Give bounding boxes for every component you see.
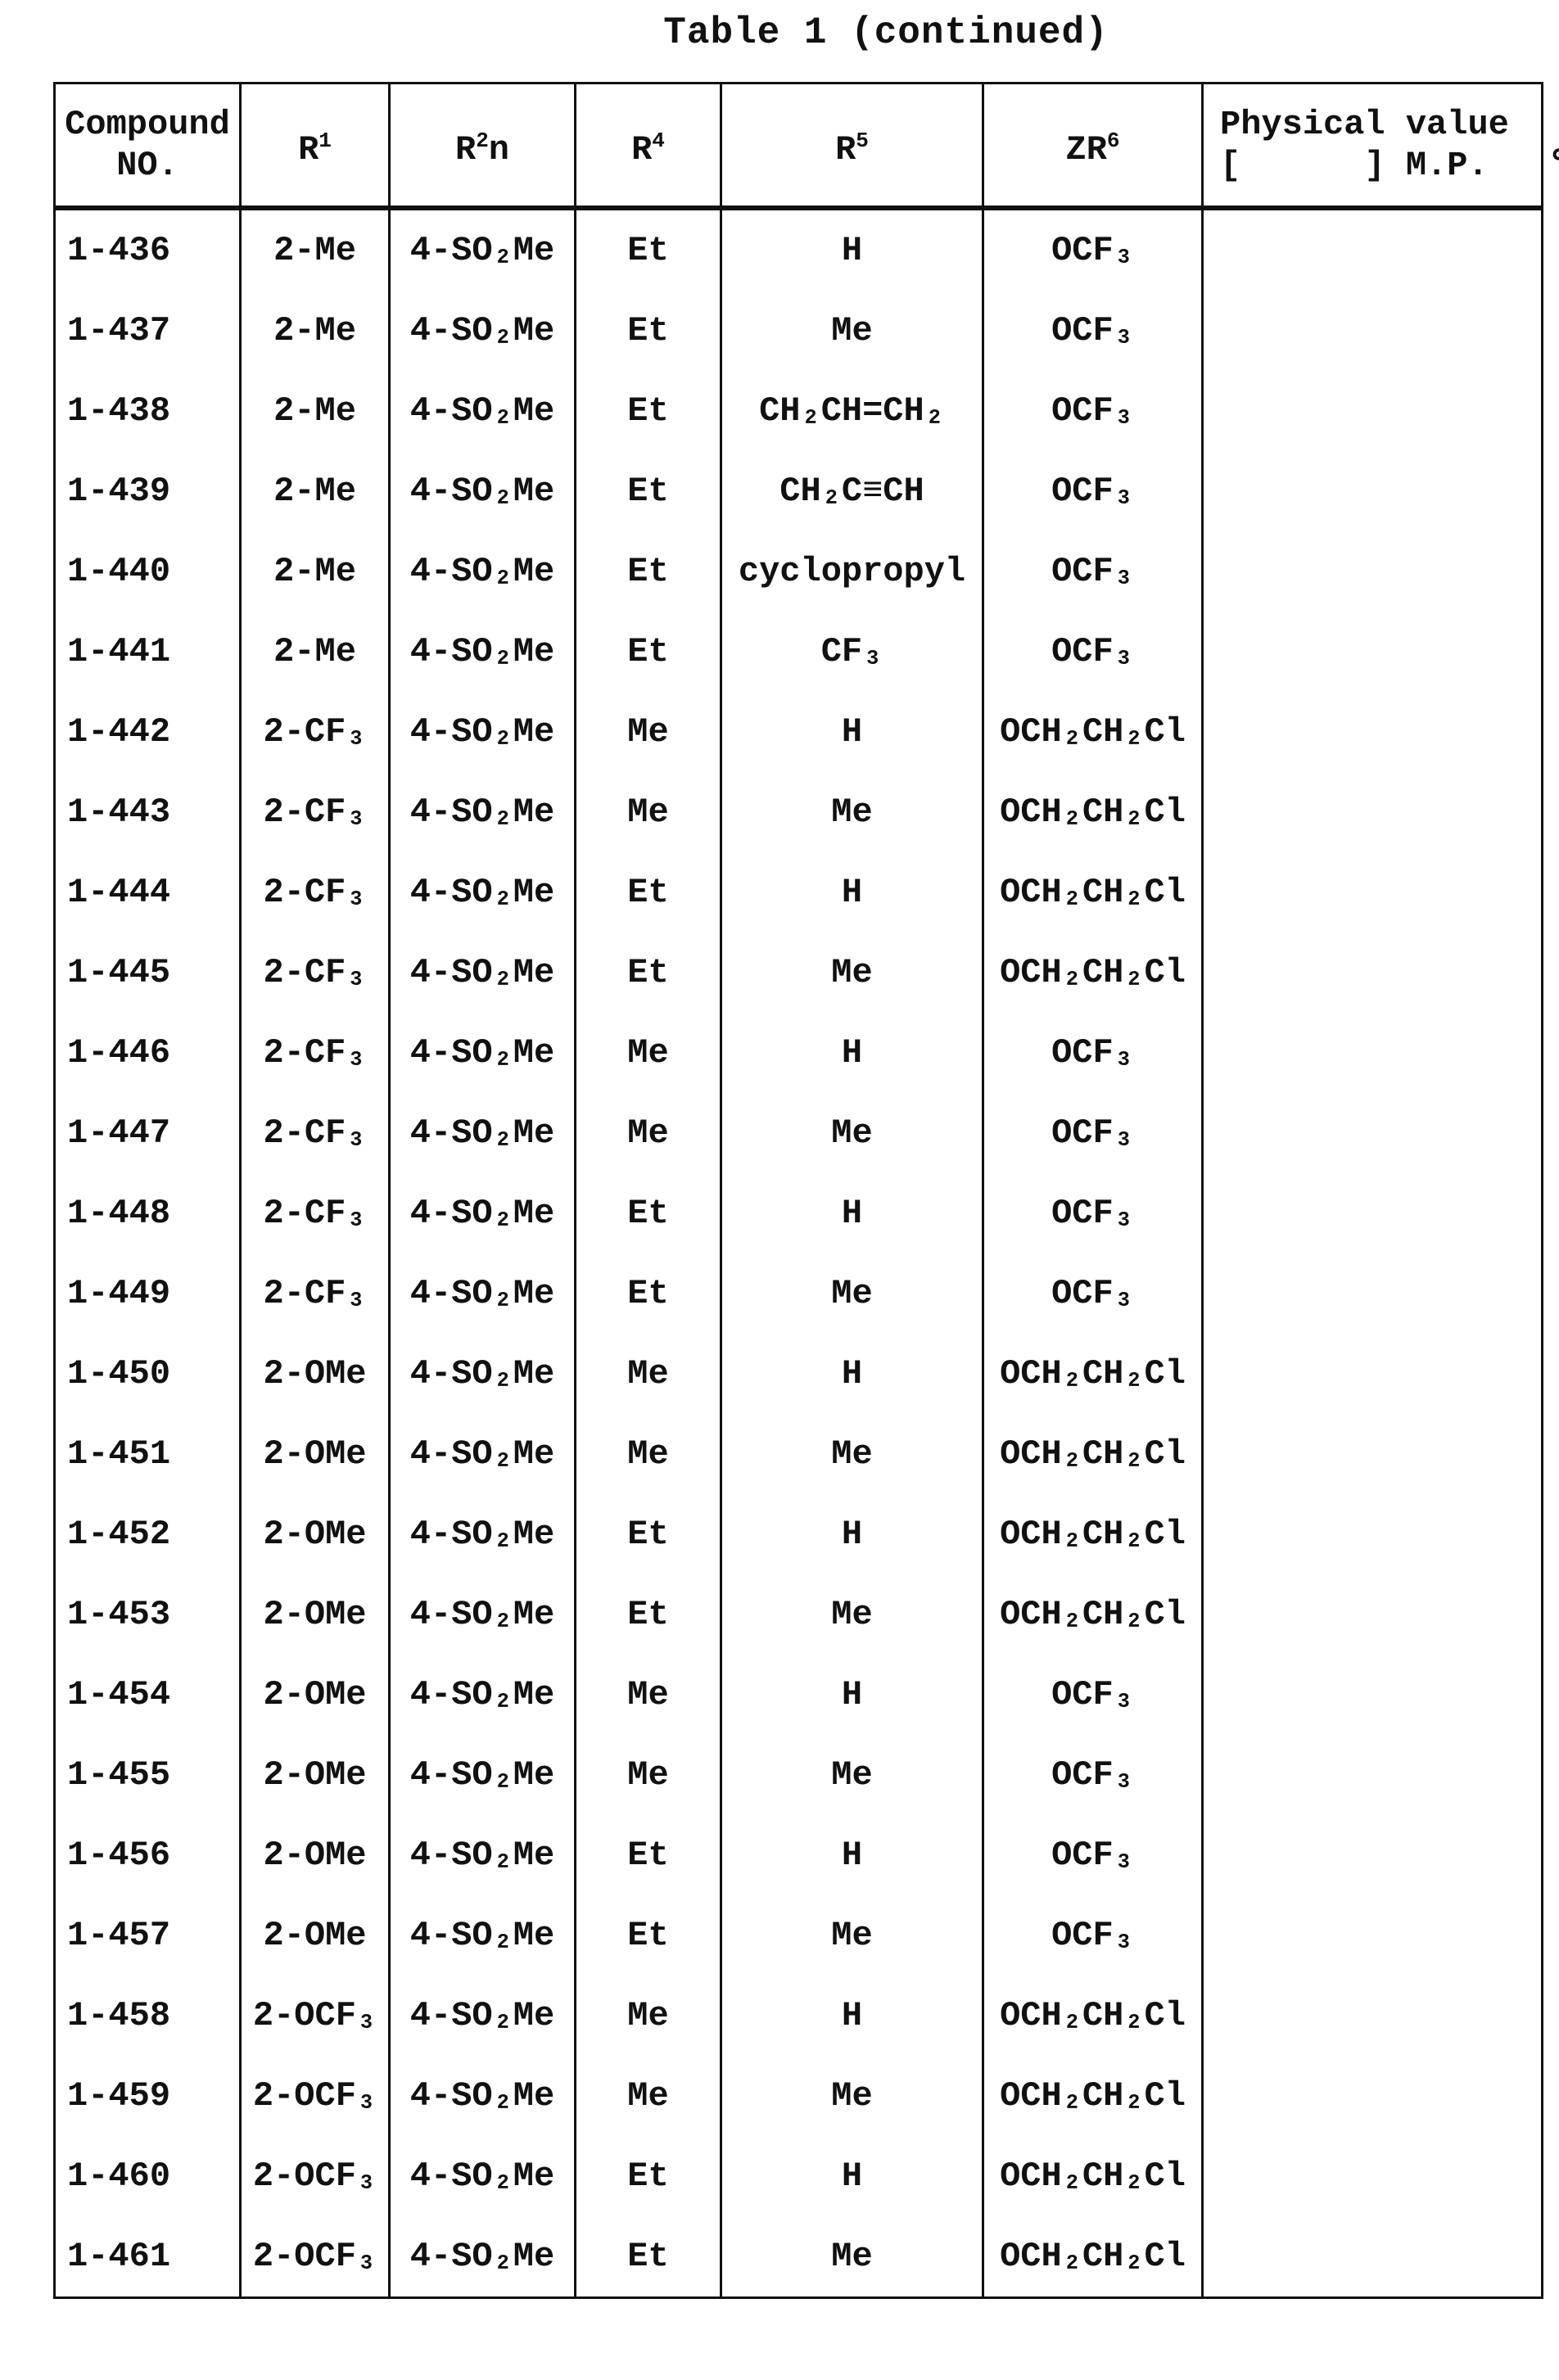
cell-r1: 2-CF₃ [241, 1013, 390, 1093]
cell-physical-value [1203, 2216, 1543, 2298]
cell-zr6: OCF₃ [983, 1253, 1203, 1334]
cell-physical-value [1203, 208, 1543, 291]
cell-compound-no: 1-436 [55, 208, 241, 291]
cell-r1: 2-CF₃ [241, 1253, 390, 1334]
cell-r5: H [721, 208, 983, 291]
table-body [55, 208, 1543, 2298]
cell-r1: 2-OCF₃ [241, 1976, 390, 2056]
cell-compound-no: 1-455 [55, 1735, 241, 1815]
cell-r1: 2-Me [241, 371, 390, 451]
cell-r5: CF₃ [721, 612, 983, 692]
table-row [55, 1895, 1543, 1976]
cell-r5: H [721, 1173, 983, 1253]
cell-r4: Me [576, 1414, 721, 1494]
cell-physical-value [1203, 291, 1543, 371]
cell-r2n: 4-SO₂Me [390, 2136, 576, 2216]
cell-r2n: 4-SO₂Me [390, 1253, 576, 1334]
table-row [55, 451, 1543, 531]
cell-zr6: OCH₂CH₂Cl [983, 1574, 1203, 1655]
cell-r4: Et [576, 2136, 721, 2216]
cell-compound-no: 1-457 [55, 1895, 241, 1976]
cell-r5: Me [721, 2216, 983, 2298]
table-row [55, 1414, 1543, 1494]
cell-r1: 2-OMe [241, 1494, 390, 1574]
cell-r2n: 4-SO₂Me [390, 1093, 576, 1173]
cell-r1: 2-OMe [241, 1414, 390, 1494]
cell-physical-value [1203, 1655, 1543, 1735]
cell-r1: 2-OMe [241, 1815, 390, 1895]
header-zr6 [983, 84, 1203, 209]
cell-r4: Et [576, 852, 721, 933]
table-row [55, 1093, 1543, 1173]
header-r2n [390, 84, 576, 209]
table-row [55, 852, 1543, 933]
cell-r4: Me [576, 692, 721, 772]
cell-r4: Et [576, 1574, 721, 1655]
cell-r4: Et [576, 933, 721, 1013]
table-row [55, 1013, 1543, 1093]
cell-r4: Et [576, 451, 721, 531]
cell-physical-value [1203, 1976, 1543, 2056]
cell-r4: Et [576, 612, 721, 692]
cell-r4: Me [576, 1013, 721, 1093]
cell-r5: Me [721, 1414, 983, 1494]
table-row [55, 692, 1543, 772]
cell-r4: Me [576, 1334, 721, 1414]
header-text: Physical value [1220, 105, 1509, 144]
header-physical-value [1203, 84, 1543, 209]
cell-r5: H [721, 2136, 983, 2216]
cell-r2n: 4-SO₂Me [390, 2056, 576, 2136]
cell-zr6: OCH₂CH₂Cl [983, 2136, 1203, 2216]
cell-physical-value [1203, 1414, 1543, 1494]
cell-compound-no: 1-448 [55, 1173, 241, 1253]
cell-physical-value [1203, 612, 1543, 692]
cell-r2n: 4-SO₂Me [390, 612, 576, 692]
cell-r1: 2-OMe [241, 1655, 390, 1735]
cell-zr6: OCH₂CH₂Cl [983, 1976, 1203, 2056]
cell-r2n: 4-SO₂Me [390, 1735, 576, 1815]
cell-physical-value [1203, 1574, 1543, 1655]
cell-r2n: 4-SO₂Me [390, 531, 576, 612]
header-r1 [241, 84, 390, 209]
table-title: Table 1 (continued) [0, 11, 1559, 54]
cell-compound-no: 1-438 [55, 371, 241, 451]
cell-r2n: 4-SO₂Me [390, 1655, 576, 1735]
table-row [55, 291, 1543, 371]
table-row [55, 772, 1543, 852]
cell-zr6: OCF₃ [983, 208, 1203, 291]
cell-r4: Et [576, 371, 721, 451]
header-sup: 2 [476, 129, 489, 153]
cell-r1: 2-OMe [241, 1895, 390, 1976]
cell-compound-no: 1-442 [55, 692, 241, 772]
cell-compound-no: 1-461 [55, 2216, 241, 2298]
cell-r1: 2-OCF₃ [241, 2216, 390, 2298]
header-text: NO. [116, 146, 178, 185]
cell-physical-value [1203, 1494, 1543, 1574]
cell-r5: H [721, 692, 983, 772]
table-row [55, 531, 1543, 612]
table-row [55, 2136, 1543, 2216]
cell-r1: 2-OMe [241, 1574, 390, 1655]
cell-r2n: 4-SO₂Me [390, 692, 576, 772]
cell-r5: cyclopropyl [721, 531, 983, 612]
cell-r5: Me [721, 2056, 983, 2136]
table-row [55, 1815, 1543, 1895]
cell-r5: Me [721, 1735, 983, 1815]
cell-compound-no: 1-456 [55, 1815, 241, 1895]
cell-physical-value [1203, 1334, 1543, 1414]
cell-r2n: 4-SO₂Me [390, 1815, 576, 1895]
header-text: Compound [65, 105, 230, 144]
cell-physical-value [1203, 1093, 1543, 1173]
cell-physical-value [1203, 2136, 1543, 2216]
cell-r5: H [721, 1815, 983, 1895]
cell-compound-no: 1-453 [55, 1574, 241, 1655]
cell-r1: 2-Me [241, 612, 390, 692]
cell-physical-value [1203, 1253, 1543, 1334]
header-text: R [835, 130, 856, 169]
table-row [55, 933, 1543, 1013]
cell-r2n: 4-SO₂Me [390, 1334, 576, 1414]
cell-zr6: OCF₃ [983, 531, 1203, 612]
cell-compound-no: 1-459 [55, 2056, 241, 2136]
header-text: R [455, 130, 476, 169]
cell-r2n: 4-SO₂Me [390, 371, 576, 451]
table-row [55, 1655, 1543, 1735]
cell-zr6: OCH₂CH₂Cl [983, 772, 1203, 852]
cell-r1: 2-Me [241, 208, 390, 291]
cell-r2n: 4-SO₂Me [390, 1574, 576, 1655]
cell-r4: Me [576, 2056, 721, 2136]
cell-compound-no: 1-444 [55, 852, 241, 933]
cell-r1: 2-Me [241, 451, 390, 531]
cell-r5: Me [721, 1574, 983, 1655]
table-row [55, 1735, 1543, 1815]
table-row [55, 2056, 1543, 2136]
table-row [55, 2216, 1543, 2298]
cell-compound-no: 1-441 [55, 612, 241, 692]
cell-compound-no: 1-437 [55, 291, 241, 371]
cell-r4: Et [576, 1253, 721, 1334]
cell-r1: 2-OMe [241, 1735, 390, 1815]
cell-compound-no: 1-443 [55, 772, 241, 852]
cell-compound-no: 1-451 [55, 1414, 241, 1494]
table-row [55, 612, 1543, 692]
cell-zr6: OCF₃ [983, 291, 1203, 371]
cell-compound-no: 1-439 [55, 451, 241, 531]
cell-r1: 2-CF₃ [241, 933, 390, 1013]
cell-r5: Me [721, 291, 983, 371]
cell-zr6: OCF₃ [983, 1173, 1203, 1253]
cell-r2n: 4-SO₂Me [390, 1013, 576, 1093]
cell-r1: 2-CF₃ [241, 1173, 390, 1253]
header-sup: 6 [1107, 129, 1120, 153]
cell-r2n: 4-SO₂Me [390, 1414, 576, 1494]
compound-table [53, 82, 1543, 2299]
table-row [55, 371, 1543, 451]
cell-r2n: 4-SO₂Me [390, 772, 576, 852]
cell-zr6: OCF₃ [983, 371, 1203, 451]
cell-r4: Et [576, 1815, 721, 1895]
header-text: [ ] M.P. ℃ [1220, 146, 1559, 185]
cell-r1: 2-OCF₃ [241, 2056, 390, 2136]
cell-zr6: OCF₃ [983, 1655, 1203, 1735]
cell-zr6: OCH₂CH₂Cl [983, 1414, 1203, 1494]
cell-r4: Et [576, 208, 721, 291]
cell-zr6: OCF₃ [983, 451, 1203, 531]
cell-physical-value [1203, 1735, 1543, 1815]
cell-r5: H [721, 1655, 983, 1735]
cell-r5: H [721, 1976, 983, 2056]
table-row [55, 1173, 1543, 1253]
cell-r1: 2-CF₃ [241, 1093, 390, 1173]
cell-physical-value [1203, 772, 1543, 852]
cell-r1: 2-OCF₃ [241, 2136, 390, 2216]
header-r4 [576, 84, 721, 209]
header-text: R [631, 130, 652, 169]
cell-zr6: OCH₂CH₂Cl [983, 1334, 1203, 1414]
cell-zr6: OCF₃ [983, 1093, 1203, 1173]
cell-r4: Et [576, 2216, 721, 2298]
cell-r5: Me [721, 933, 983, 1013]
cell-physical-value [1203, 933, 1543, 1013]
cell-zr6: OCH₂CH₂Cl [983, 1494, 1203, 1574]
cell-r1: 2-CF₃ [241, 692, 390, 772]
cell-r2n: 4-SO₂Me [390, 1173, 576, 1253]
cell-r4: Et [576, 291, 721, 371]
cell-r5: H [721, 1494, 983, 1574]
cell-r1: 2-Me [241, 531, 390, 612]
cell-physical-value [1203, 1173, 1543, 1253]
table-row [55, 1253, 1543, 1334]
header-r5 [721, 84, 983, 209]
cell-zr6: OCH₂CH₂Cl [983, 2216, 1203, 2298]
cell-compound-no: 1-458 [55, 1976, 241, 2056]
cell-zr6: OCH₂CH₂Cl [983, 852, 1203, 933]
cell-r2n: 4-SO₂Me [390, 208, 576, 291]
cell-physical-value [1203, 852, 1543, 933]
header-compound-no [55, 84, 241, 209]
cell-zr6: OCF₃ [983, 612, 1203, 692]
cell-r2n: 4-SO₂Me [390, 1976, 576, 2056]
cell-r4: Et [576, 1173, 721, 1253]
cell-r5: H [721, 1334, 983, 1414]
cell-zr6: OCH₂CH₂Cl [983, 933, 1203, 1013]
cell-r4: Me [576, 772, 721, 852]
table-row [55, 1574, 1543, 1655]
cell-r4: Me [576, 1735, 721, 1815]
cell-r1: 2-CF₃ [241, 772, 390, 852]
cell-r2n: 4-SO₂Me [390, 933, 576, 1013]
cell-physical-value [1203, 1895, 1543, 1976]
cell-r5: CH₂C≡CH [721, 451, 983, 531]
cell-r1: 2-CF₃ [241, 852, 390, 933]
cell-compound-no: 1-454 [55, 1655, 241, 1735]
cell-r5: CH₂CH=CH₂ [721, 371, 983, 451]
cell-r1: 2-Me [241, 291, 390, 371]
cell-zr6: OCH₂CH₂Cl [983, 692, 1203, 772]
cell-compound-no: 1-449 [55, 1253, 241, 1334]
cell-zr6: OCF₃ [983, 1815, 1203, 1895]
table-row [55, 208, 1543, 291]
cell-r2n: 4-SO₂Me [390, 852, 576, 933]
cell-r5: Me [721, 772, 983, 852]
cell-physical-value [1203, 371, 1543, 451]
cell-compound-no: 1-440 [55, 531, 241, 612]
cell-r4: Me [576, 1976, 721, 2056]
cell-r4: Et [576, 1895, 721, 1976]
cell-r2n: 4-SO₂Me [390, 2216, 576, 2298]
cell-compound-no: 1-452 [55, 1494, 241, 1574]
cell-r4: Me [576, 1093, 721, 1173]
cell-compound-no: 1-445 [55, 933, 241, 1013]
cell-compound-no: 1-450 [55, 1334, 241, 1414]
header-text: n [489, 130, 509, 169]
cell-r2n: 4-SO₂Me [390, 451, 576, 531]
header-text: R [298, 130, 319, 169]
cell-compound-no: 1-446 [55, 1013, 241, 1093]
cell-compound-no: 1-447 [55, 1093, 241, 1173]
cell-r2n: 4-SO₂Me [390, 291, 576, 371]
cell-zr6: OCF₃ [983, 1735, 1203, 1815]
cell-r1: 2-OMe [241, 1334, 390, 1414]
table-row [55, 1334, 1543, 1414]
cell-r5: Me [721, 1253, 983, 1334]
cell-zr6: OCF₃ [983, 1013, 1203, 1093]
cell-r5: H [721, 1013, 983, 1093]
cell-r5: H [721, 852, 983, 933]
cell-r5: Me [721, 1895, 983, 1976]
header-sup: 4 [652, 129, 665, 153]
cell-r2n: 4-SO₂Me [390, 1895, 576, 1976]
cell-physical-value [1203, 531, 1543, 612]
cell-r4: Et [576, 1494, 721, 1574]
cell-physical-value [1203, 1013, 1543, 1093]
header-sup: 5 [856, 129, 869, 153]
header-sup: 1 [319, 129, 332, 153]
cell-r4: Et [576, 531, 721, 612]
cell-compound-no: 1-460 [55, 2136, 241, 2216]
header-row [55, 84, 1543, 209]
cell-zr6: OCH₂CH₂Cl [983, 2056, 1203, 2136]
cell-r4: Me [576, 1655, 721, 1735]
cell-physical-value [1203, 692, 1543, 772]
cell-physical-value [1203, 1815, 1543, 1895]
cell-zr6: OCF₃ [983, 1895, 1203, 1976]
table-row [55, 1976, 1543, 2056]
table-row [55, 1494, 1543, 1574]
cell-r2n: 4-SO₂Me [390, 1494, 576, 1574]
cell-physical-value [1203, 451, 1543, 531]
cell-physical-value [1203, 2056, 1543, 2136]
header-text: ZR [1065, 130, 1106, 169]
cell-r5: Me [721, 1093, 983, 1173]
